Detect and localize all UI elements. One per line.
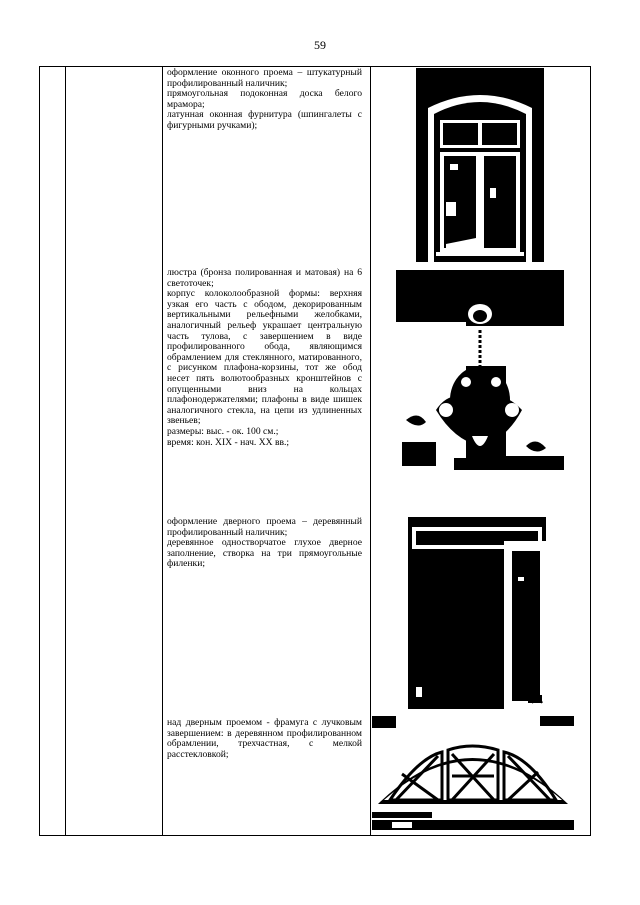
row-1-description xyxy=(167,68,362,132)
page-number: 59 xyxy=(314,38,326,52)
row-2-line-2: корпус колоколообразной формы: верхняя узкая его часть с ободом, декорированным вертикальными рельефными желобками, аналогичный рельеф украшает центральную часть тулова, с завершением в виде профилированного обода, являющимся обрамлением для стеклянного, матированного, с рисунком плафона-корзины, тот же обод несет пять волютообразных кронштейнов с опущенными вниз на кольцах плафонодержателями; плафоны в виде шишек аналогичного стекла, на цепи из удлиненных звеньев; xyxy=(167,288,362,427)
row-2-line-3: размеры: выс. - ок. 100 см.; xyxy=(167,425,279,437)
row-1-line-2: прямоугольная подоконная доска белого мрамора; xyxy=(167,88,362,110)
row-2-line-1: люстра (бронза полированная и матовая) на 6 светоточек; xyxy=(167,267,362,289)
row-3-description xyxy=(167,517,362,570)
row-1-line-3: латунная оконная фурнитура (шпингалеты с фигурными ручками); xyxy=(167,109,362,131)
row-3-line-2: деревянное одностворчатое глухое дверное заполнение, створка на три прямоугольные филенки; xyxy=(167,537,362,570)
door-photo xyxy=(408,517,546,709)
row-4-description xyxy=(167,718,362,760)
row-2-line-4: время: кон. XIX - нач. XX вв.; xyxy=(167,436,290,448)
window-photo xyxy=(416,68,544,262)
chandelier-photo xyxy=(396,270,564,496)
column-divider xyxy=(65,67,66,835)
row-2-description xyxy=(167,268,362,448)
column-divider xyxy=(370,67,371,835)
row-4-line-1: над дверным проемом - фрамуга с лучковым завершением: в деревянном профилированном обрамлении, трехчастная, с мелкой расстекловкой; xyxy=(167,717,362,760)
row-3-line-1: оформление дверного проема – деревянный профилированный наличник; xyxy=(167,516,362,538)
row-1-line-1: оформление оконного проема – штукатурный профилированный наличник; xyxy=(167,67,362,89)
column-divider xyxy=(162,67,163,835)
transom-photo xyxy=(372,716,574,830)
